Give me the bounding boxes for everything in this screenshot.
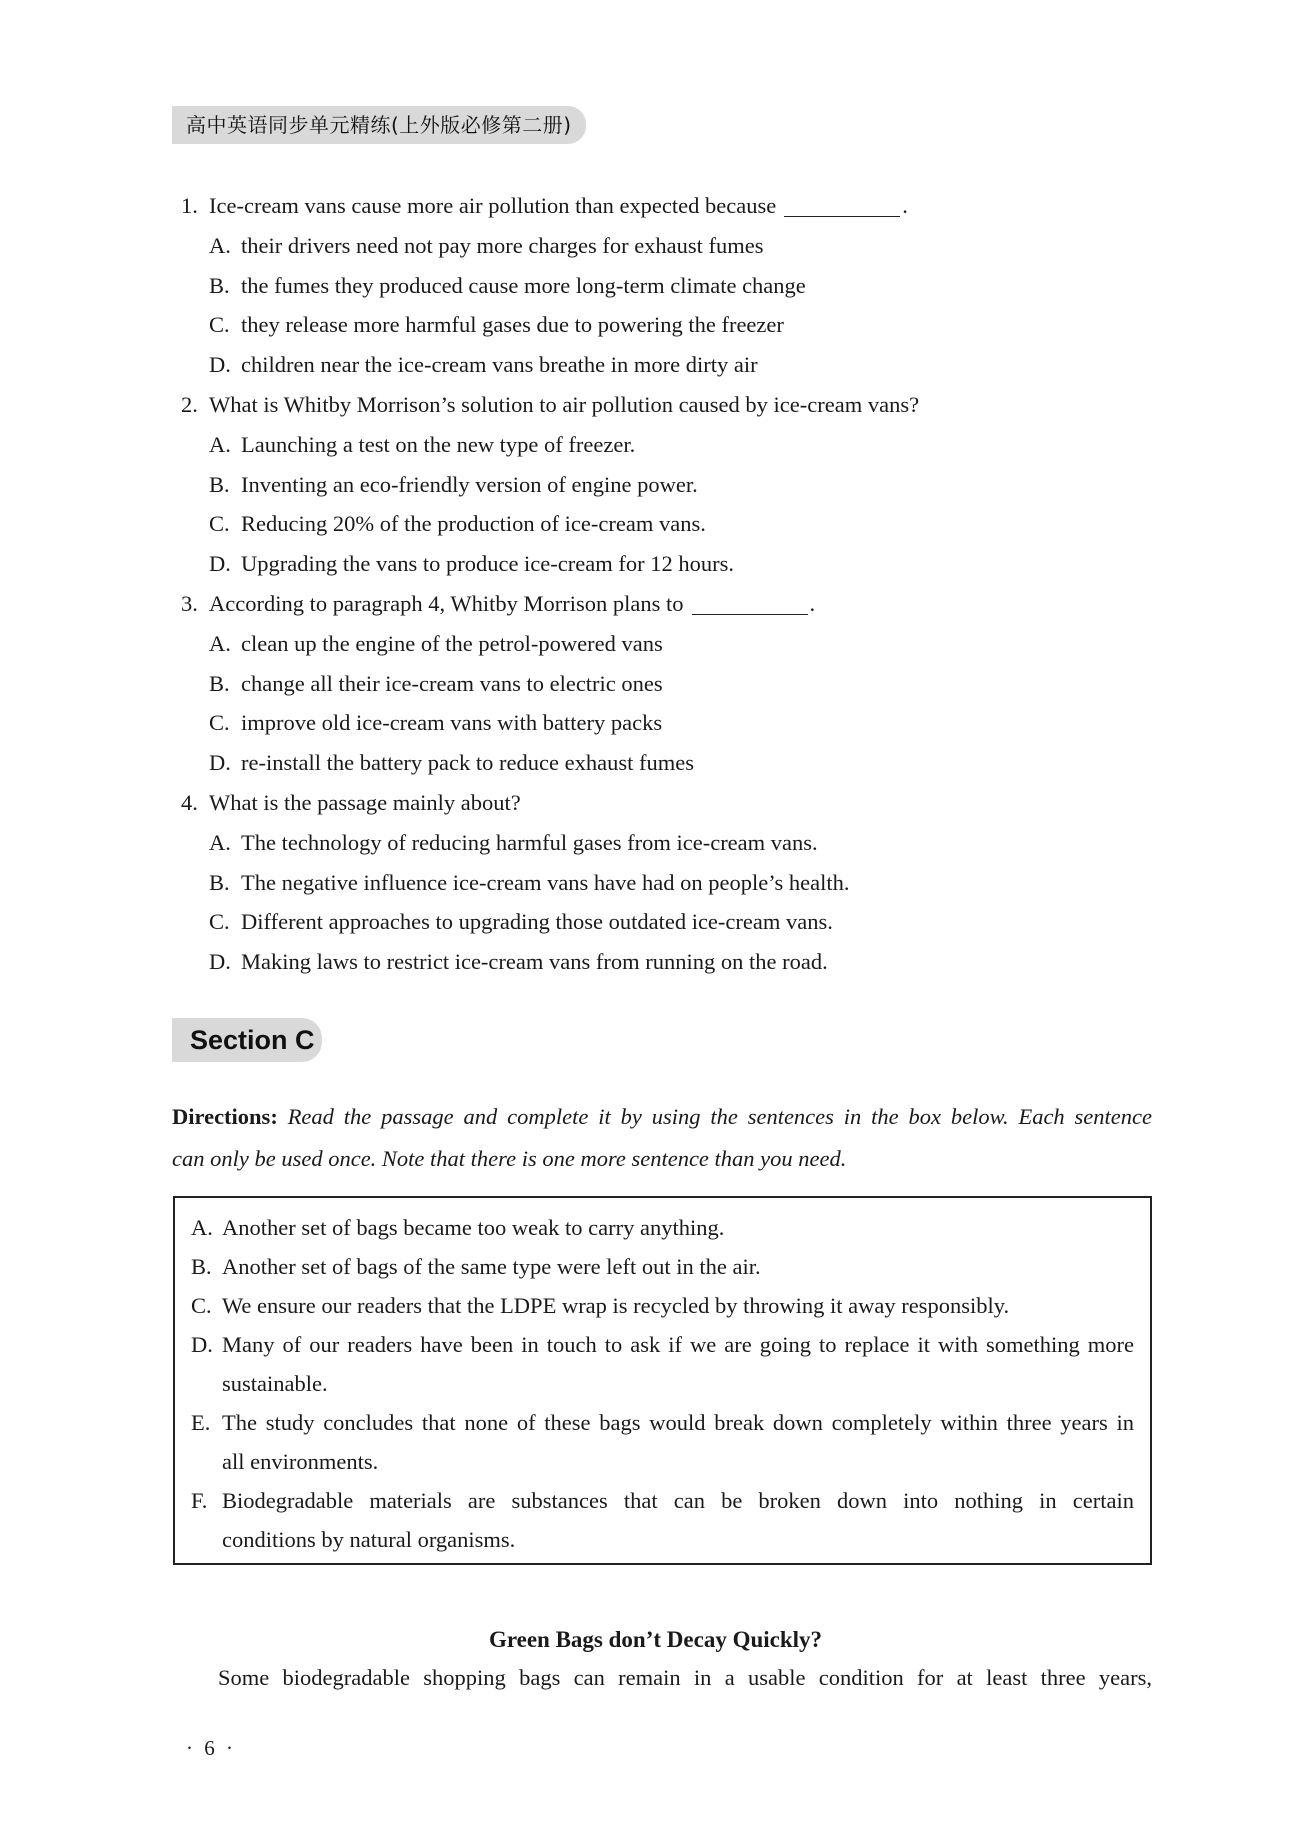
option-c (181, 902, 1181, 942)
option-letter: C. (209, 511, 230, 537)
option-letter: A. (209, 232, 231, 258)
question-stem (181, 783, 1181, 823)
option-a (181, 226, 1181, 266)
option-text-wrap (222, 1403, 1134, 1481)
option-d (181, 743, 1181, 783)
directions-line-1 (172, 1096, 1152, 1138)
option-letter: D. (209, 551, 231, 577)
question-text: What is the passage mainly about? (209, 789, 521, 815)
option-letter: D. (209, 949, 231, 975)
option-text: Another set of bags of the same type were left out in the air. (222, 1254, 761, 1279)
option-text: Making laws to restrict ice-cream vans from running on the road. (241, 949, 828, 975)
question-1 (181, 186, 1181, 385)
option-text-line-1: The study concludes that none of these bags would break down completely within three years in (222, 1410, 1134, 1435)
option-letter: C. (191, 1293, 212, 1318)
sentence-option-b (191, 1247, 1134, 1286)
option-text: Different approaches to upgrading those outdated ice-cream vans. (241, 909, 833, 935)
sentence-option-d (191, 1325, 1134, 1403)
option-letter: F. (191, 1488, 208, 1513)
option-text: We ensure our readers that the LDPE wrap is recycled by throwing it away responsibly. (222, 1293, 1010, 1318)
option-b (181, 664, 1181, 704)
option-text-wrap (222, 1481, 1134, 1559)
sentence-option-e (191, 1403, 1134, 1481)
option-text-line-2: sustainable. (222, 1371, 328, 1396)
question-4 (181, 783, 1181, 982)
option-letter: A. (209, 630, 231, 656)
option-letter: B. (191, 1254, 212, 1279)
question-2 (181, 385, 1181, 584)
option-letter: D. (209, 352, 231, 378)
option-text: The negative influence ice-cream vans have had on people’s health. (241, 869, 850, 895)
question-number: 3. (181, 590, 198, 616)
option-letter: B. (209, 869, 230, 895)
option-letter: D. (191, 1332, 213, 1357)
option-text-line-2: all environments. (222, 1449, 379, 1474)
option-letter: A. (209, 431, 231, 457)
option-text: Upgrading the vans to produce ice-cream for 12 hours. (241, 551, 734, 577)
answer-blank (784, 190, 900, 217)
option-b (181, 465, 1181, 505)
option-a (181, 624, 1181, 664)
option-letter: A. (209, 829, 231, 855)
option-d (181, 544, 1181, 584)
option-letter: B. (209, 272, 230, 298)
section-c-heading: Section C (172, 1018, 322, 1062)
question-stem (181, 186, 1181, 226)
option-c (181, 504, 1181, 544)
option-letter: B. (209, 670, 230, 696)
option-text-line-2: conditions by natural organisms. (222, 1527, 516, 1552)
option-text: improve old ice-cream vans with battery packs (241, 710, 663, 736)
option-text-line-1: Biodegradable materials are substances that can be broken down into nothing in certain (222, 1488, 1134, 1513)
option-text: Inventing an eco-friendly version of engine power. (241, 471, 698, 497)
question-3 (181, 584, 1181, 783)
question-number: 1. (181, 193, 198, 218)
option-d (181, 345, 1181, 385)
book-title-badge: 高中英语同步单元精练(上外版必修第二册) (172, 106, 586, 144)
directions (172, 1096, 1152, 1180)
question-list (181, 186, 1181, 982)
stem-end: . (902, 193, 908, 218)
question-stem (181, 385, 1181, 425)
option-text: Launching a test on the new type of freezer. (241, 431, 636, 457)
question-text: Ice-cream vans cause more air pollution than expected because (209, 193, 777, 218)
option-text: they release more harmful gases due to powering the freezer (241, 312, 784, 338)
question-stem (181, 584, 1181, 624)
option-b (181, 863, 1181, 903)
option-a (181, 425, 1181, 465)
option-text-line-1: Many of our readers have been in touch to ask if we are going to replace it with something more (222, 1332, 1134, 1357)
directions-label: Directions: (172, 1104, 278, 1129)
option-c (181, 305, 1181, 345)
option-text: Reducing 20% of the production of ice-cream vans. (241, 511, 706, 537)
directions-text-1: Read the passage and complete it by using the sentences in the box below. Each sentence (287, 1104, 1153, 1129)
option-d (181, 942, 1181, 982)
option-text: clean up the engine of the petrol-powered vans (241, 630, 663, 656)
option-letter: E. (191, 1410, 211, 1435)
option-b (181, 266, 1181, 306)
question-text: What is Whitby Morrison’s solution to air pollution caused by ice-cream vans? (209, 391, 920, 417)
option-text: change all their ice-cream vans to electric ones (241, 670, 663, 696)
option-letter: C. (209, 909, 230, 935)
option-text: The technology of reducing harmful gases from ice-cream vans. (241, 829, 818, 855)
option-letter: D. (209, 750, 231, 776)
stem-end: . (809, 590, 816, 616)
sentence-option-a (191, 1208, 1134, 1247)
option-text: their drivers need not pay more charges for exhaust fumes (241, 232, 764, 258)
option-text: children near the ice-cream vans breathe in more dirty air (241, 352, 758, 378)
sentence-option-c (191, 1286, 1134, 1325)
directions-text-2: can only be used once. Note that there is one more sentence than you need. (172, 1146, 847, 1171)
question-number: 4. (181, 789, 198, 815)
question-text: According to paragraph 4, Whitby Morrison plans to (209, 590, 684, 616)
option-letter: A. (191, 1215, 213, 1240)
option-text: re-install the battery pack to reduce exhaust fumes (241, 750, 694, 776)
option-a (181, 823, 1181, 863)
answer-blank (692, 588, 808, 615)
page-number: · 6 · (186, 1736, 236, 1760)
option-letter: C. (209, 312, 230, 338)
option-text: Another set of bags became too weak to carry anything. (222, 1215, 725, 1240)
passage-title: Green Bags don’t Decay Quickly? (488, 1627, 823, 1652)
option-text-wrap (222, 1325, 1134, 1403)
sentence-options-box (173, 1196, 1152, 1565)
option-letter: B. (209, 471, 230, 497)
question-number: 2. (181, 391, 198, 417)
option-text: the fumes they produced cause more long-term climate change (241, 272, 806, 298)
option-letter: C. (209, 710, 230, 736)
sentence-option-f (191, 1481, 1134, 1559)
passage-first-line: Some biodegradable shopping bags can remain in a usable condition for at least three years, (218, 1665, 1152, 1690)
option-c (181, 703, 1181, 743)
